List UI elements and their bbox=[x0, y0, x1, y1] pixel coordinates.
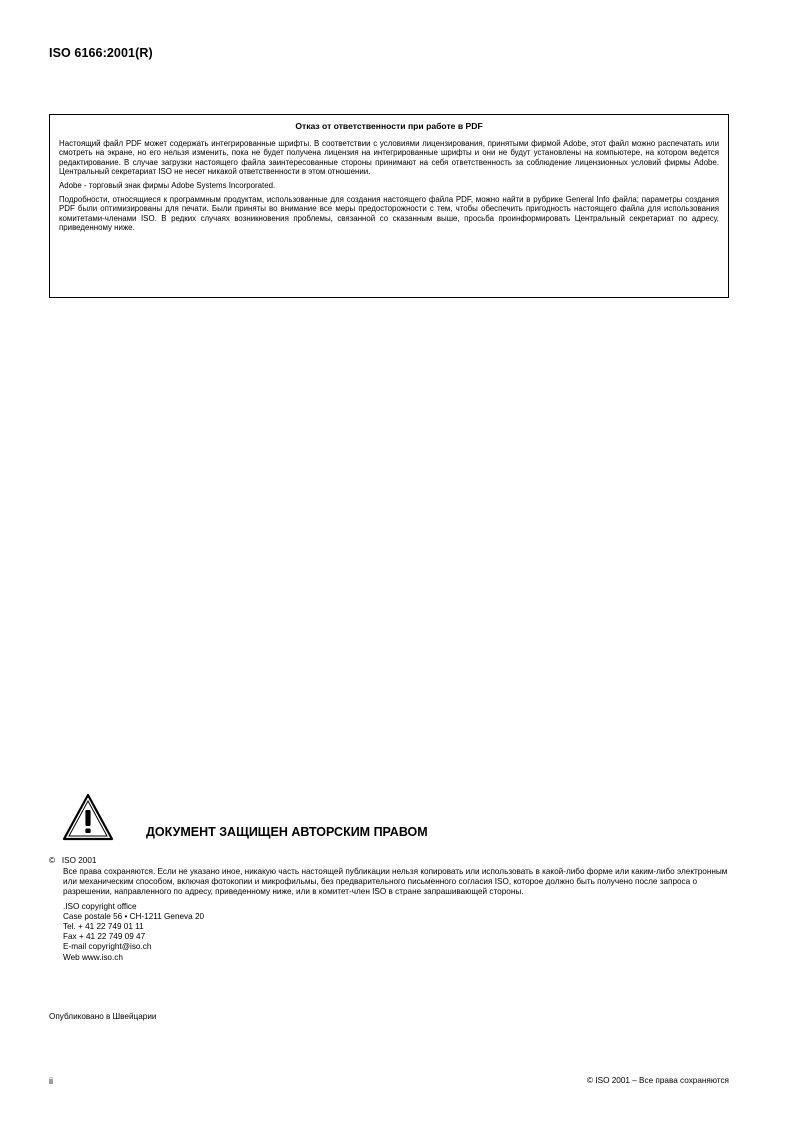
disclaimer-paragraph: Adobe - торговый знак фирмы Adobe Systems Incorporated. bbox=[59, 180, 276, 190]
copyright-symbol: © bbox=[49, 856, 56, 865]
address-block bbox=[63, 902, 739, 963]
address-line: .ISO copyright office bbox=[63, 901, 137, 911]
footer-copyright: © ISO 2001 – Все права сохраняются bbox=[587, 1076, 729, 1085]
rights-text: Все права сохраняются. Если не указано иное, никакую часть настоящей публикации нельзя копировать или использовать в какой-либо форме или каким-либо электронным или механическим способом, включая фотокопии и микрофильмы, без предварительного письменного согласия ISO, которое должно быть получено после запроса о разрешении, направленного по адресу, приведенному ниже, или в комитет-член ISO в стране запрашивающей стороны. bbox=[63, 867, 728, 897]
page-number: ii bbox=[49, 1076, 53, 1086]
copyright-body bbox=[63, 867, 739, 963]
warning-triangle-icon bbox=[62, 793, 114, 841]
address-line: Fax + 41 22 749 09 47 bbox=[63, 932, 146, 942]
copyright-title: ДОКУМЕНТ ЗАЩИЩЕН АВТОРСКИМ ПРАВОМ bbox=[146, 825, 428, 839]
address-line: Tel. + 41 22 749 01 11 bbox=[63, 922, 144, 932]
address-line: E-mail copyright@iso.ch bbox=[63, 942, 152, 952]
document-id: ISO 6166:2001(R) bbox=[49, 46, 153, 60]
copyright-year-line bbox=[49, 856, 96, 866]
address-line: Case postale 56 • CH-1211 Geneva 20 bbox=[63, 911, 205, 921]
published-in: Опубликовано в Швейцарии bbox=[49, 1012, 157, 1021]
address-line: Web www.iso.ch bbox=[63, 952, 123, 962]
copyright-year: ISO 2001 bbox=[61, 856, 97, 865]
disclaimer-paragraph: Подробности, относящиеся к программным продуктам, использованные для создания настоящего файла PDF, можно найти в рубрике General Info файла; параметры создания PDF были оптимизированы для печати. Были приняты во внимание все меры предосторожности с тем, чтобы обеспечить пригодность настоящего файла для использования комитетами-членами ISO. В редких случаях возникновения проблемы, связанной со сказанным выше, просьба проинформировать Центральный секретариат по адресу, приведенному ниже. bbox=[59, 194, 719, 233]
disclaimer-title: Отказ от ответственности при работе в PDF bbox=[295, 121, 483, 131]
pdf-disclaimer-box bbox=[49, 114, 729, 298]
disclaimer-paragraph: Настоящий файл PDF может содержать интегрированные шрифты. В соответствии с условиями лицензирования, принятыми фирмой Adobe, этот файл можно распечатать или смотреть на экране, но его нельзя изменить, пока не будет получена лицензия на интегрированные шрифты и они не будут установлены на компьютере, на котором ведется редактирование. В случае загрузки настоящего файла заинтересованные стороны принимают на себя ответственность за соблюдение лицензионных условий фирмы Adobe. Центральный секретариат ISO не несет никакой ответственности в этом отношении. bbox=[59, 138, 719, 177]
